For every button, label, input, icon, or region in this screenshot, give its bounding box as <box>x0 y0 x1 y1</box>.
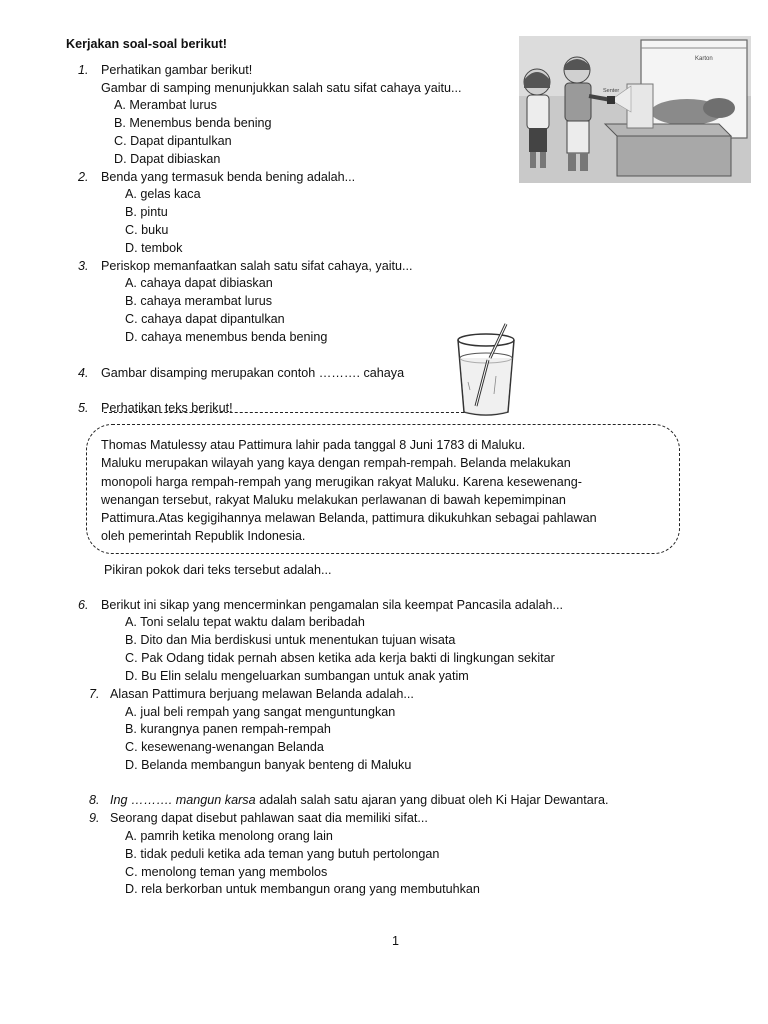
passage-line: Maluku merupakan wilayah yang kaya dengan rempah-rempah. Belanda melakukan <box>101 456 571 471</box>
q7-option-b: B. kurangnya panen rempah-rempah <box>125 722 331 736</box>
q3-option-d: D. cahaya menembus benda bening <box>125 330 328 344</box>
passage-line: monopoli harga rempah-rempah yang merugikan rakyat Maluku. Karena kesewenang- <box>101 474 582 489</box>
q8-italic: Ing ………. mangun karsa <box>110 793 256 807</box>
light-experiment-illustration <box>519 36 751 183</box>
q4-text: Gambar disamping merupakan contoh ………. cahaya <box>101 366 405 380</box>
q1-number: 1. <box>78 63 89 77</box>
glass-straw-illustration <box>450 320 524 420</box>
q2-option-c: C. buku <box>125 223 169 237</box>
q9-option-d: D. rela berkorban untuk membangun orang yang membutuhkan <box>125 882 480 896</box>
passage-line: wenangan tersebut, rakyat Maluku melakukan perlawanan di bawah kepemimpinan <box>101 492 566 507</box>
q5-question: Pikiran pokok dari teks tersebut adalah... <box>104 563 332 577</box>
q7-option-a: A. jual beli rempah yang sangat menguntungkan <box>125 705 396 719</box>
screen-label: Karton <box>695 56 713 62</box>
q6-text: Berikut ini sikap yang mencerminkan pengamalan sila keempat Pancasila adalah... <box>101 598 564 612</box>
q8-number: 8. <box>89 793 100 807</box>
q6-option-b: B. Dito dan Mia berdiskusi untuk menentukan tujuan wisata <box>125 633 456 647</box>
q6-number: 6. <box>78 598 89 612</box>
q9-option-a: A. pamrih ketika menolong orang lain <box>125 829 333 843</box>
q5-text: Perhatikan teks berikut! <box>101 401 233 415</box>
q2-option-d: D. tembok <box>125 241 183 255</box>
q1-line1: Perhatikan gambar berikut! <box>101 63 253 77</box>
q8-text: adalah salah satu ajaran yang dibuat oleh Ki Hajar Dewantara. <box>255 793 609 807</box>
q1-line2: Gambar di samping menunjukkan salah satu sifat cahaya yaitu... <box>101 81 462 95</box>
q1-option-c: C. Dapat dipantulkan <box>114 134 232 148</box>
instruction-title: Kerjakan soal-soal berikut! <box>66 37 227 51</box>
q7-option-d: D. Belanda membangun banyak benteng di Maluku <box>125 758 412 772</box>
passage-text <box>101 436 597 546</box>
q6-option-c: C. Pak Odang tidak pernah absen ketika ada kerja bakti di lingkungan sekitar <box>125 651 555 665</box>
q3-text: Periskop memanfaatkan salah satu sifat cahaya, yaitu... <box>101 259 413 273</box>
q9-option-b: B. tidak peduli ketika ada teman yang butuh pertolongan <box>125 847 440 861</box>
q4-number: 4. <box>78 366 89 380</box>
q9-text: Seorang dapat disebut pahlawan saat dia memiliki sifat... <box>110 811 428 825</box>
q7-text: Alasan Pattimura berjuang melawan Belanda adalah... <box>110 687 414 701</box>
q7-option-c: C. kesewenang-wenangan Belanda <box>125 740 324 754</box>
q1-option-d: D. Dapat dibiaskan <box>114 152 221 166</box>
q3-option-a: A. cahaya dapat dibiaskan <box>125 276 273 290</box>
q9-number: 9. <box>89 811 100 825</box>
q7-number: 7. <box>89 687 100 701</box>
q2-text: Benda yang termasuk benda bening adalah... <box>101 170 356 184</box>
passage-top-dash <box>104 412 464 413</box>
passage-line: Pattimura.Atas kegigihannya melawan Belanda, pattimura dikukuhkan sebagai pahlawan <box>101 511 597 526</box>
passage-line: Thomas Matulessy atau Pattimura lahir pada tanggal 8 Juni 1783 di Maluku. <box>101 438 526 452</box>
q1-option-a: A. Merambat lurus <box>114 98 217 112</box>
q2-option-a: A. gelas kaca <box>125 187 201 201</box>
page-number: 1 <box>392 934 400 948</box>
q2-number: 2. <box>78 170 89 184</box>
q2-option-b: B. pintu <box>125 205 168 219</box>
q3-option-b: B. cahaya merambat lurus <box>125 294 272 308</box>
passage-line: oleh pemerintah Republik Indonesia. <box>101 529 306 544</box>
q6-option-a: A. Toni selalu tepat waktu dalam beribadah <box>125 615 365 629</box>
q3-number: 3. <box>78 259 89 273</box>
q9-option-c: C. menolong teman yang membolos <box>125 865 328 879</box>
q3-option-c: C. cahaya dapat dipantulkan <box>125 312 285 326</box>
flashlight-label: Senter <box>603 88 620 94</box>
q5-number: 5. <box>78 401 89 415</box>
q6-option-d: D. Bu Elin selalu mengeluarkan sumbangan untuk anak yatim <box>125 669 469 683</box>
q1-option-b: B. Menembus benda bening <box>114 116 272 130</box>
q8-line <box>110 792 608 809</box>
